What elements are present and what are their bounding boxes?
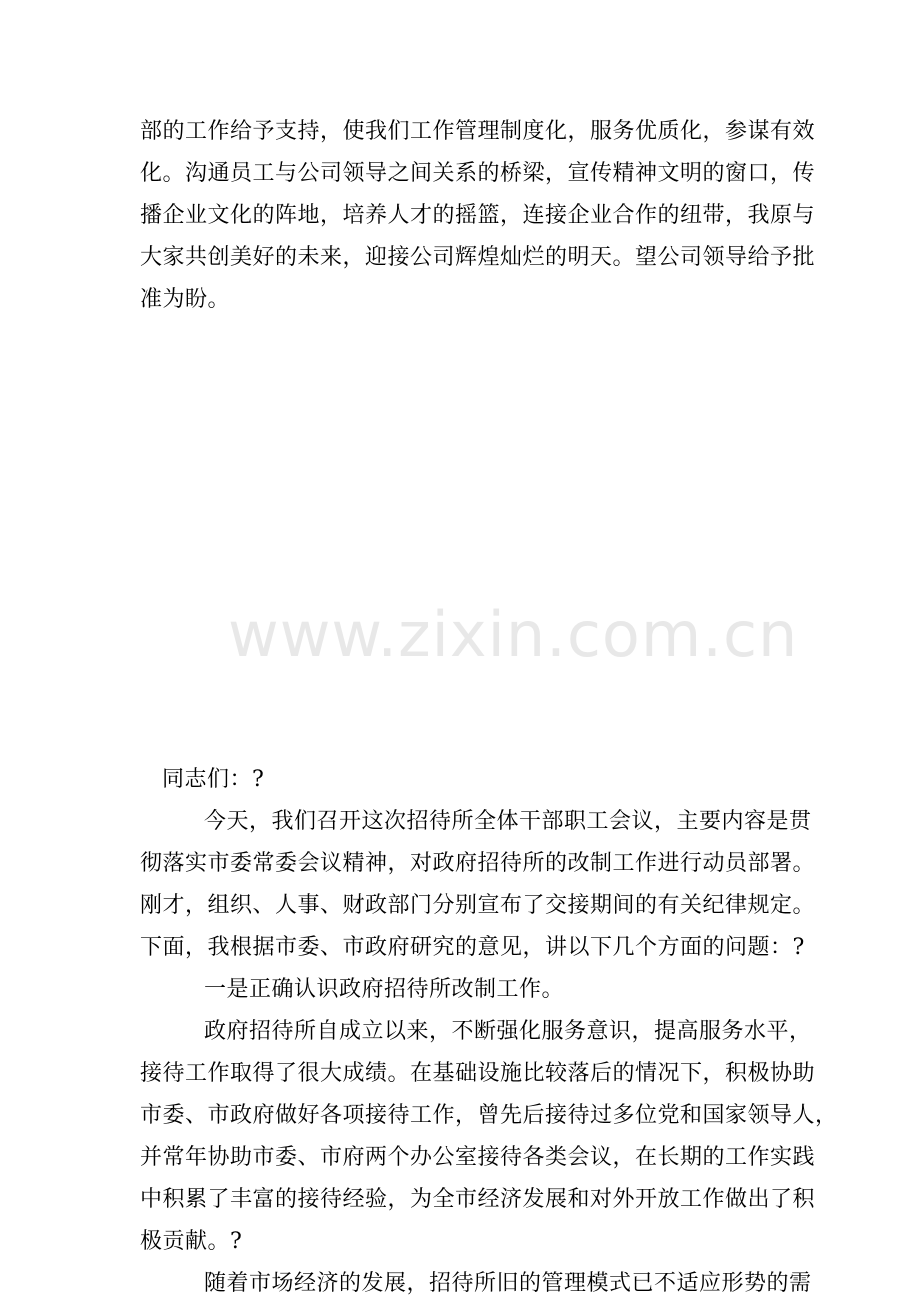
- text-line: 随着市场经济的发展，招待所旧的管理模式已不适应形势的需: [204, 1271, 812, 1296]
- text-line: 彻落实市委常委会议精神，对政府招待所的改制工作进行动员部署。: [140, 851, 816, 876]
- text-line: 政府招待所自成立以来，不断强化服务意识，提高服务水平，: [204, 1019, 812, 1044]
- text-line: 市委、市政府做好各项接待工作，曾先后接待过多位党和国家领导人，: [140, 1103, 838, 1128]
- text-line: 中积累了丰富的接待经验，为全市经济发展和对外开放工作做出了积: [140, 1187, 816, 1212]
- speech-section: [140, 759, 838, 1305]
- watermark-text: www.zixin.com.cn: [228, 598, 799, 671]
- text-line: 化。沟通员工与公司领导之间关系的桥梁，宣传精神文明的窗口，传: [140, 161, 816, 186]
- closing-paragraph: [140, 111, 816, 321]
- text-line: 接待工作取得了很大成绩。在基础设施比较落后的情况下，积极协助: [140, 1061, 816, 1086]
- section-heading: 一是正确认识政府招待所改制工作。: [204, 977, 565, 1002]
- text-line: 准为盼。: [140, 287, 231, 312]
- text-line: 下面，我根据市委、市政府研究的意见，讲以下几个方面的问题：?: [140, 935, 805, 960]
- text-line: 大家共创美好的未来，迎接公司辉煌灿烂的明天。望公司领导给予批: [140, 245, 816, 270]
- text-line: 刚才，组织、人事、财政部门分别宣布了交接期间的有关纪律规定。: [140, 893, 816, 918]
- text-line: 并常年协助市委、市府两个办公室接待各类会议，在长期的工作实践: [140, 1145, 816, 1170]
- text-line: 播企业文化的阵地，培养人才的摇篮，连接企业合作的纽带，我原与: [140, 203, 816, 228]
- text-line: 部的工作给予支持，使我们工作管理制度化，服务优质化，参谋有效: [140, 119, 816, 144]
- text-line: 今天，我们召开这次招待所全体干部职工会议，主要内容是贯: [204, 809, 812, 834]
- greeting: 同志们：?: [162, 767, 265, 792]
- text-line: 极贡献。?: [140, 1229, 243, 1254]
